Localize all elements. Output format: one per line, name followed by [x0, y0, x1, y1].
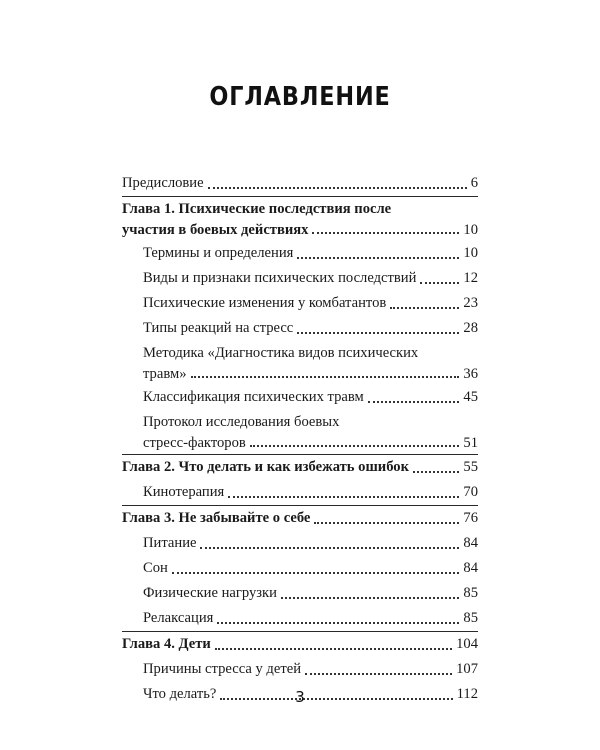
toc-row-chapter-1 — [122, 197, 478, 455]
toc-entry-label: Сон — [143, 560, 168, 576]
toc-entry-label: Типы реакций на стресс — [143, 320, 294, 336]
toc-entry-label: Кинотерапия — [143, 484, 225, 500]
toc-entry-label-line2: стресс-факторов — [143, 435, 246, 451]
toc-entry-page: 76 — [463, 510, 478, 526]
toc-entry-label: Релаксация — [143, 610, 214, 626]
dot-leader — [297, 257, 459, 259]
toc-entry-page: 10 — [463, 245, 478, 261]
dot-leader — [281, 597, 459, 599]
toc-entry-page: 55 — [463, 459, 478, 475]
toc-entry[interactable] — [122, 291, 478, 316]
toc-entry[interactable] — [122, 606, 478, 631]
toc-entry-page: 85 — [463, 610, 478, 626]
toc-entry-label: Глава 3. Не забывайте о себе — [122, 510, 311, 526]
toc-entry-label: Предисловие — [122, 175, 204, 191]
toc-entry-label-line1: Глава 1. Психические последствия после — [122, 201, 392, 217]
dot-leader — [413, 471, 459, 473]
toc-entry[interactable] — [122, 480, 478, 505]
toc-entry[interactable] — [122, 531, 478, 556]
toc-entry-page: 6 — [470, 175, 478, 191]
toc-entry-page: 36 — [463, 366, 478, 382]
toc-entry[interactable] — [122, 266, 478, 291]
toc-entry-page: 28 — [463, 320, 478, 336]
toc-entry-label: Психические изменения у комбатантов — [143, 295, 387, 311]
dot-leader — [420, 282, 459, 284]
toc-entry-page: 51 — [463, 435, 478, 451]
toc-entry[interactable] — [122, 410, 478, 454]
toc-entry-label: Виды и признаки психических последствий — [143, 270, 417, 286]
toc-entry[interactable] — [122, 341, 478, 385]
toc-entry-label: Физические нагрузки — [143, 585, 277, 601]
toc-entry-page: 10 — [463, 222, 478, 238]
toc-entry-label-line2: участия в боевых действиях — [122, 222, 309, 238]
toc-entry[interactable] — [122, 657, 478, 682]
toc-entry-label: Классификация психических травм — [143, 389, 364, 405]
dot-leader — [215, 648, 452, 650]
dot-leader — [297, 332, 459, 334]
toc-entry-chapter[interactable] — [122, 455, 478, 480]
dot-leader — [250, 445, 460, 447]
toc-entry-label-line1: Методика «Диагностика видов психических — [143, 345, 419, 361]
toc-entry-label: Термины и определения — [143, 245, 294, 261]
toc-entry-page: 12 — [463, 270, 478, 286]
toc-entry-label: Глава 4. Дети — [122, 636, 211, 652]
table-of-contents — [122, 171, 478, 707]
toc-entry-label-line1: Протокол исследования боевых — [143, 414, 340, 430]
dot-leader — [200, 547, 459, 549]
dot-leader — [368, 401, 460, 403]
toc-entry-label: Глава 2. Что делать и как избежать ошибок — [122, 459, 409, 475]
toc-row-chapter-2 — [122, 455, 478, 506]
toc-entry-label: Что делать? — [143, 686, 217, 702]
dot-leader — [217, 622, 459, 624]
toc-entry-page: 104 — [456, 636, 478, 652]
page-number: 3 — [295, 688, 305, 706]
dot-leader — [172, 572, 460, 574]
toc-entry[interactable] — [122, 581, 478, 606]
toc-entry-chapter[interactable] — [122, 197, 478, 241]
toc-entry-chapter[interactable] — [122, 632, 478, 657]
toc-entry-page: 84 — [463, 560, 478, 576]
toc-entry[interactable] — [122, 556, 478, 581]
toc-entry-label-line2: травм» — [143, 366, 187, 382]
toc-entry[interactable] — [122, 171, 478, 196]
toc-entry-label: Питание — [143, 535, 197, 551]
toc-entry-label: Причины стресса у детей — [143, 661, 302, 677]
dot-leader — [228, 496, 459, 498]
toc-entry-page: 70 — [463, 484, 478, 500]
page-title: ОГЛАВЛЕНИЕ — [209, 82, 391, 112]
toc-entry-page: 107 — [456, 661, 478, 677]
dot-leader — [390, 307, 459, 309]
toc-entry-chapter[interactable] — [122, 506, 478, 531]
toc-entry-page: 45 — [463, 389, 478, 405]
dot-leader — [305, 673, 452, 675]
toc-entry-page: 84 — [463, 535, 478, 551]
toc-entry[interactable] — [122, 241, 478, 266]
toc-entry-page: 112 — [456, 686, 478, 702]
toc-row-chapter-3 — [122, 506, 478, 632]
dot-leader — [314, 522, 459, 524]
toc-row-preface — [122, 171, 478, 197]
toc-entry[interactable] — [122, 316, 478, 341]
dot-leader — [312, 232, 459, 234]
dot-leader — [191, 376, 460, 378]
dot-leader — [208, 187, 467, 189]
toc-entry[interactable] — [122, 385, 478, 410]
toc-entry-page: 23 — [463, 295, 478, 311]
toc-entry-page: 85 — [463, 585, 478, 601]
